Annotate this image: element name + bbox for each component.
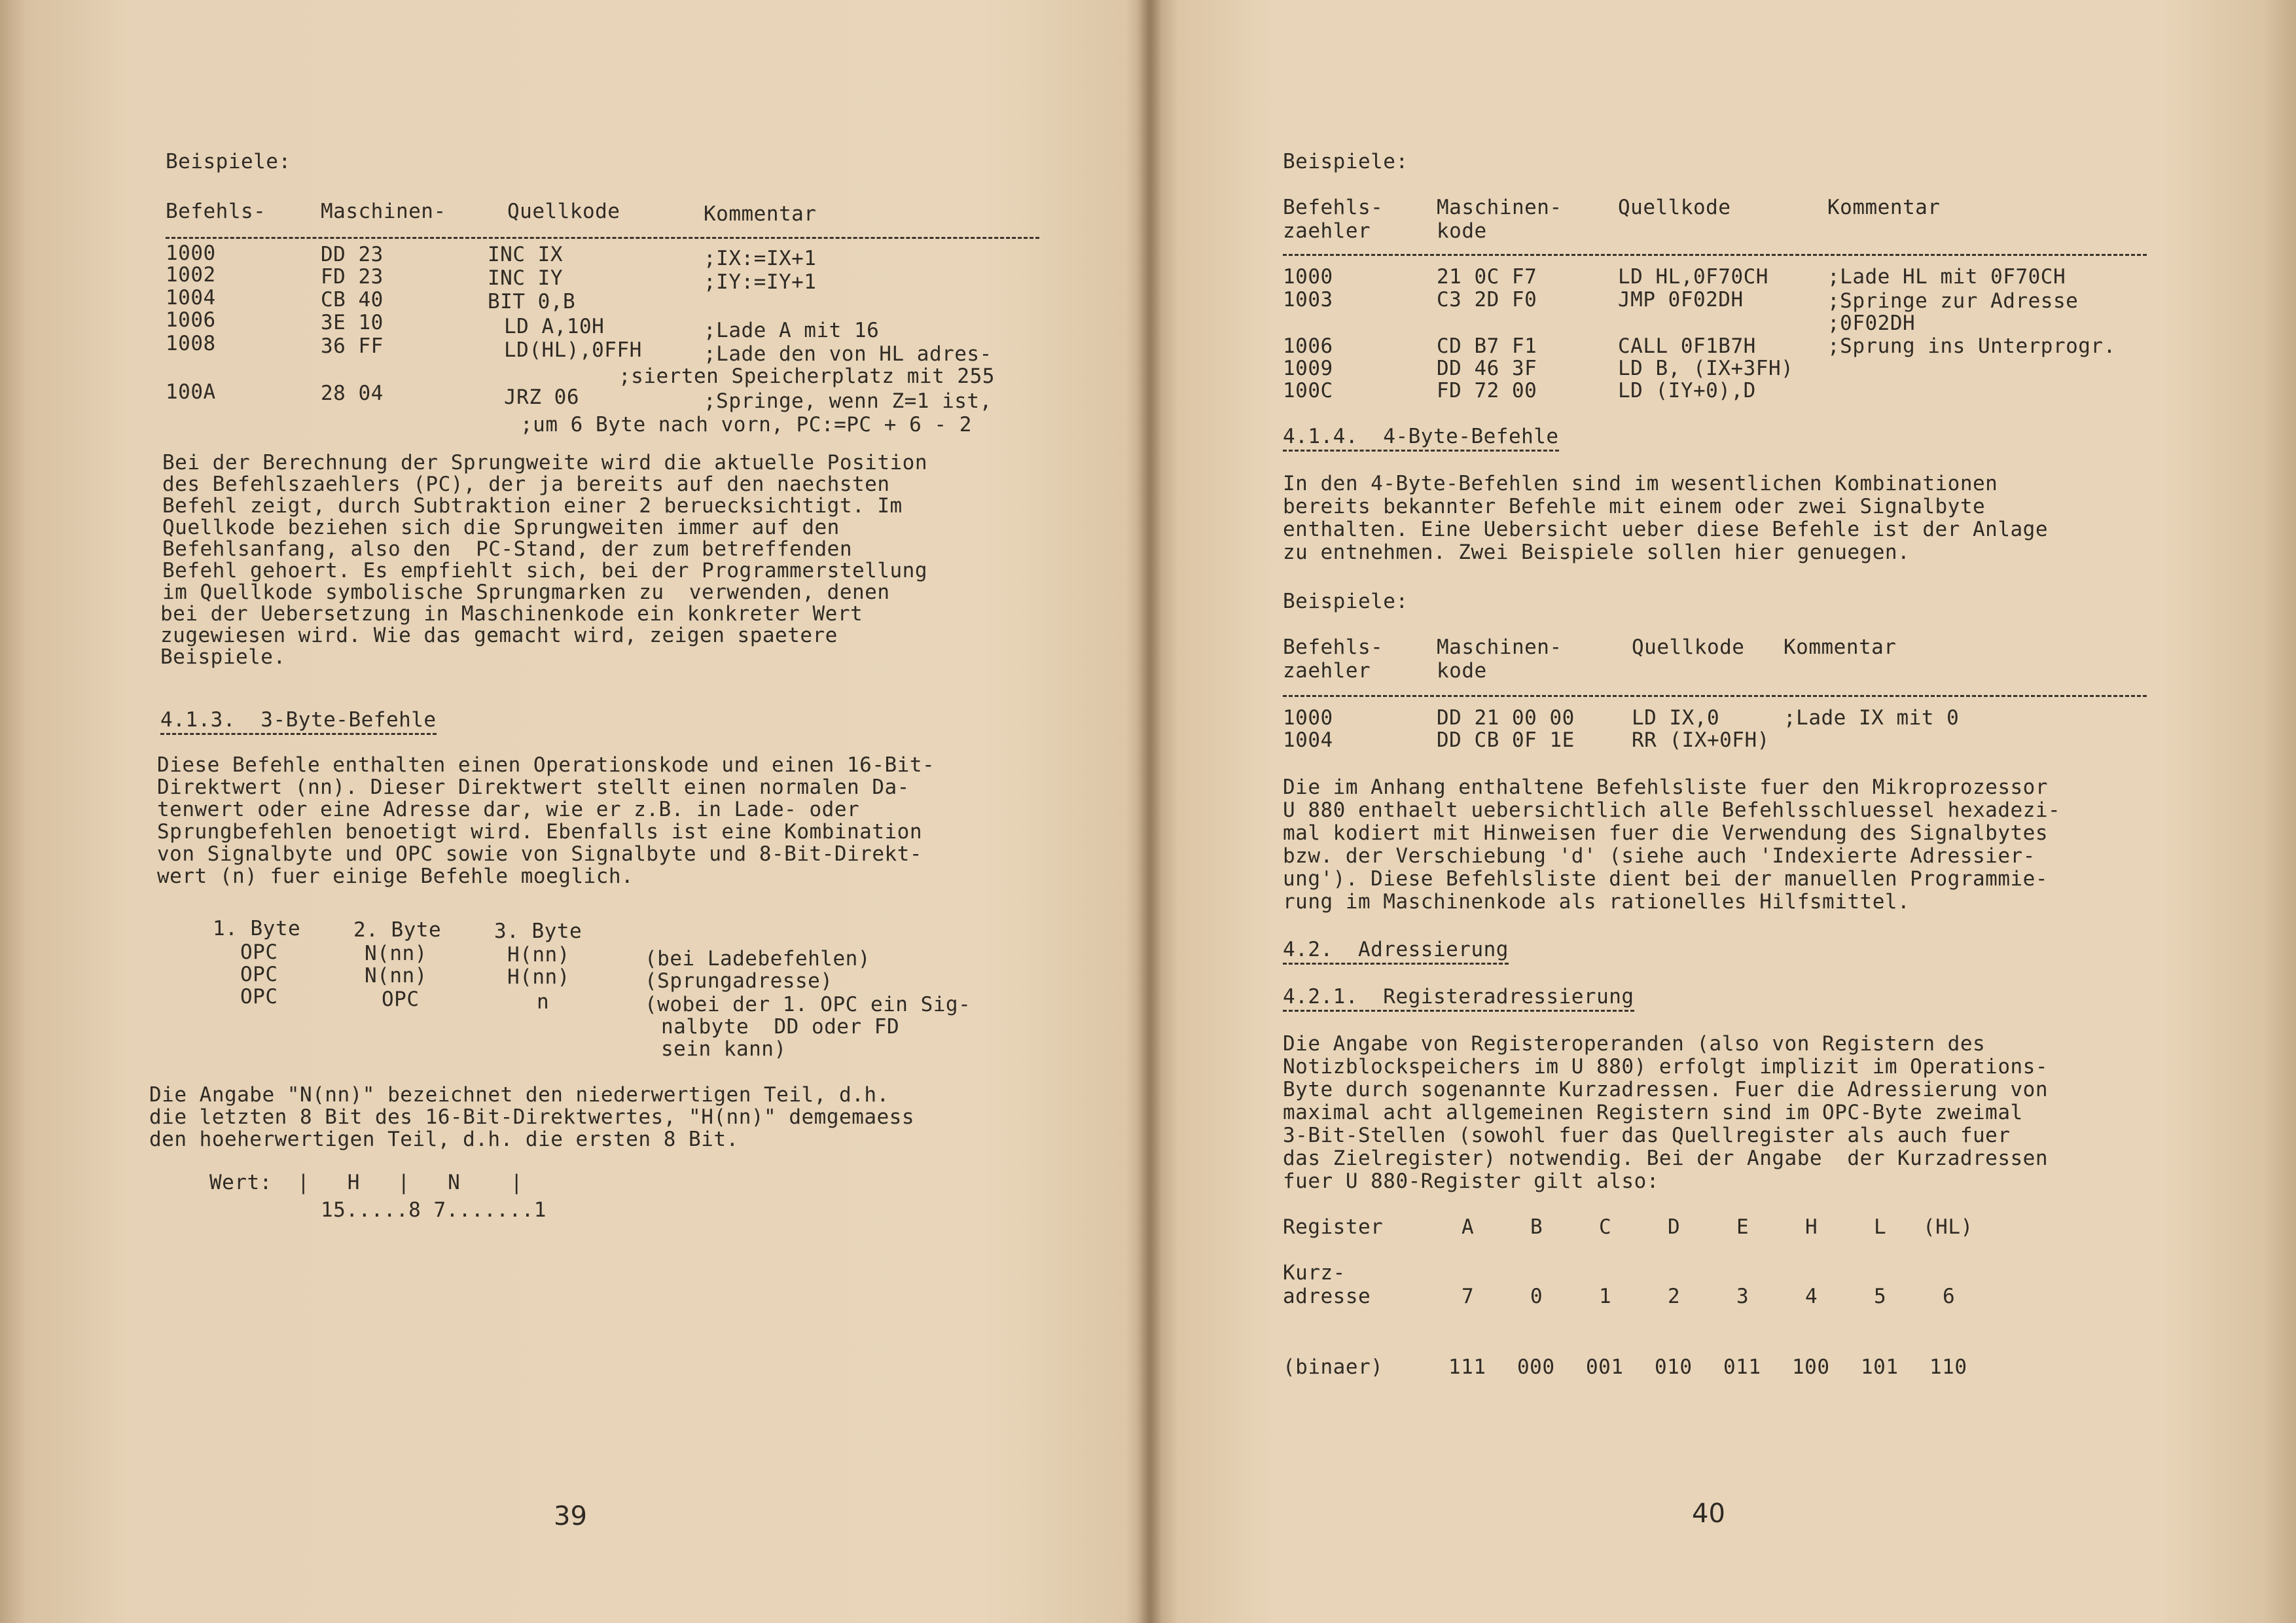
kurz-cell: 7 [1462,1285,1475,1308]
kurz-cell: 0 [1530,1285,1543,1308]
byte-table-cell: OPC [240,940,278,964]
table-rule [1283,254,2147,256]
table-cell: 3E 10 [321,311,384,334]
table-cell: CD B7 F1 [1437,334,1537,358]
byte-table-cell: (bei Ladebefehlen) [645,947,870,971]
paragraph-line: bzw. der Verschiebung 'd' (siehe auch 'Indexierte Adressier- [1283,844,2036,868]
paragraph-line: In den 4-Byte-Befehlen sind im wesentlichen Kombinationen [1283,472,1998,495]
table-cell: ;Springe zur Adresse [1827,289,2079,313]
binaer-cell: 010 [1655,1355,1693,1379]
table-cell: LD(HL),0FFH [504,338,642,362]
table-cell: C3 2D F0 [1437,288,1537,312]
paragraph-line: den hoeherwertigen Teil, d.h. die ersten 8 Bit. [149,1128,739,1151]
byte-table-cell: OPC [240,963,278,986]
byte-table-cell: (wobei der 1. OPC ein Sig- [645,993,971,1016]
table-header: kode [1437,219,1487,243]
table-cell: DD 23 [321,243,384,266]
table-cell: ;IY:=IY+1 [704,270,817,294]
byte-table-cell: N(nn) [365,942,427,965]
paragraph-line: ung'). Diese Befehlsliste dient bei der manuellen Programmie- [1283,867,2048,891]
register-cell: A [1462,1215,1475,1239]
paragraph-line: im Quellkode symbolische Sprungmarken zu verwenden, denen [162,580,890,604]
byte-table-note: sein kann) [661,1037,787,1061]
paragraph-line: des Befehlszaehlers (PC), der ja bereits auf den naechsten [162,473,890,496]
binaer-cell: 001 [1586,1355,1624,1379]
kurz-cell: 2 [1668,1285,1681,1308]
wert-diagram: Wert: | H | N | [209,1171,524,1194]
paragraph-line: Befehl gehoert. Es empfiehlt sich, bei der Programmerstellung [162,559,927,582]
table-header: Befehls- [1283,196,1384,219]
byte-table-cell: N(nn) [365,964,427,988]
paragraph-line: 3-Bit-Stellen (sowohl fuer das Quellregister als auch fuer [1283,1124,2011,1147]
section-heading [1283,427,1559,447]
paragraph-line: fuer U 880-Register gilt also: [1283,1169,1659,1193]
register-cell: L [1874,1215,1887,1239]
table-header: Quellkode [1632,635,1745,659]
table-cell: JMP 0F02DH [1618,288,1744,312]
table-cell: ;um 6 Byte nach vorn, PC:=PC + 6 - 2 [520,413,972,437]
page-number: 40 [1692,1499,1725,1529]
paragraph-line: Quellkode beziehen sich die Sprungweiten immer auf den [162,516,840,539]
paragraph-line: enthalten. Eine Uebersicht ueber diese Befehle ist der Anlage [1283,518,2048,541]
register-label: Register [1283,1215,1384,1239]
section-heading-text: 4.2.1. Registeradressierung [1283,985,1634,1012]
table-cell: LD HL,0F70CH [1618,265,1768,289]
register-label: Kurz- [1283,1261,1346,1285]
table-cell: JRZ 06 [504,385,579,409]
table-cell: FD 23 [321,265,384,289]
table-header: Kommentar [704,202,817,226]
paragraph-line: bereits bekannter Befehle mit einem oder zwei Signalbyte [1283,495,1986,518]
table-cell: CB 40 [321,288,384,312]
table-cell: 100C [1283,379,1333,402]
table-rule [166,237,1039,239]
table-cell: 1003 [1283,288,1333,312]
table-cell: 1000 [1283,265,1333,289]
paragraph-line: die letzten 8 Bit des 16-Bit-Direktwertes, "H(nn)" demgemaess [149,1105,914,1129]
table-header: Kommentar [1784,635,1897,659]
table-cell: ;0F02DH [1827,312,1916,335]
byte-table-header: 2. Byte [353,918,442,942]
table-cell: INC IY [488,266,563,290]
kurz-cell: 6 [1943,1285,1956,1308]
paragraph-line: wert (n) fuer einige Befehle moeglich. [157,865,634,888]
table-cell: CALL 0F1B7H [1618,334,1756,358]
table-cell: LD A,10H [504,315,605,338]
table-cell: ;Lade den von HL adres- [704,342,992,366]
byte-table-cell: n [537,990,550,1014]
paragraph-line: bei der Uebersetzung in Maschinenkode ein konkreter Wert [160,602,863,626]
table-cell: LD (IY+0),D [1618,379,1756,402]
paragraph-line: Die Angabe "N(nn)" bezeichnet den niederwertigen Teil, d.h. [149,1083,889,1107]
wert-bits: 15.....8 7.......1 [321,1198,547,1222]
register-cell: (HL) [1923,1215,1973,1239]
table-cell: ;Lade A mit 16 [704,319,880,342]
table-cell: ;Lade IX mit 0 [1784,706,1960,730]
table-cell: 1009 [1283,357,1333,380]
table-cell: ;IX:=IX+1 [704,247,817,270]
paragraph-line: zugewiesen wird. Wie das gemacht wird, zeigen spaetere [160,624,838,647]
right-page [1149,0,2296,1623]
binaer-cell: 000 [1517,1355,1555,1379]
table-header: Quellkode [1618,196,1731,219]
table-cell: DD 46 3F [1437,357,1537,380]
paragraph-line: Byte durch sogenannte Kurzadressen. Fuer die Adressierung von [1283,1078,2048,1101]
table-cell: 21 0C F7 [1437,265,1537,289]
byte-table-cell: H(nn) [507,943,570,967]
table-cell: FD 72 00 [1437,379,1537,402]
paragraph-line: Bei der Berechnung der Sprungweite wird die aktuelle Position [162,451,927,474]
table-header: Befehls- [1283,635,1384,659]
table-cell: 1000 [166,241,216,265]
paragraph-line: zu entnehmen. Zwei Beispiele sollen hier genuegen. [1283,541,1910,564]
table-header: zaehler [1283,659,1371,683]
paragraph-line: Notizblockspeichers im U 880) erfolgt implizit im Operations- [1283,1055,2048,1079]
table-header: Quellkode [507,200,620,223]
paragraph-line: Befehlsanfang, also den PC-Stand, der zum betreffenden [162,537,852,561]
section-heading-text: 4.2. Adressierung [1283,938,1509,965]
section-heading [1283,940,1509,960]
kurz-cell: 3 [1736,1285,1749,1308]
byte-table-cell: OPC [240,985,278,1008]
binaer-cell: 101 [1861,1355,1899,1379]
table-cell: RR (IX+0FH) [1632,728,1770,752]
byte-table-header: 1. Byte [213,917,301,940]
table-header: zaehler [1283,219,1371,243]
table-cell: ;Springe, wenn Z=1 ist, [704,389,992,413]
section-heading-text: 4.1.4. 4-Byte-Befehle [1283,425,1559,452]
table-cell: 100A [166,380,216,404]
table-cell: LD B, (IX+3FH) [1618,357,1794,380]
binaer-cell: 011 [1723,1355,1761,1379]
examples-heading: Beispiele: [166,150,291,173]
table-cell: 1002 [166,263,216,287]
examples-heading: Beispiele: [1283,150,1408,173]
table-header: Maschinen- [1437,196,1562,219]
paragraph-line: rung im Maschinenkode als rationelles Hilfsmittel. [1283,890,1910,914]
binaer-cell: 111 [1448,1355,1486,1379]
table-cell: 1006 [166,308,216,332]
byte-table-header: 3. Byte [494,919,583,943]
paragraph-line: Befehl zeigt, durch Subtraktion einer 2 beruecksichtigt. Im [162,494,903,518]
kurz-cell: 4 [1805,1285,1818,1308]
kurz-cell: 1 [1599,1285,1612,1308]
register-cell: E [1736,1215,1749,1239]
register-cell: B [1530,1215,1543,1239]
table-cell: LD IX,0 [1632,706,1720,730]
table-cell: DD CB 0F 1E [1437,728,1575,752]
paragraph-line: Beispiele. [160,645,286,669]
table-cell: DD 21 00 00 [1437,706,1575,730]
binaer-cell: 110 [1929,1355,1967,1379]
page-number: 39 [554,1501,587,1531]
table-cell: ;sierten Speicherplatz mit 255 [619,365,995,388]
paragraph-line: von Signalbyte und OPC sowie von Signalbyte und 8-Bit-Direkt- [157,842,922,866]
table-header: Kommentar [1827,196,1941,219]
table-cell: 28 04 [321,382,384,405]
table-header: Maschinen- [321,200,446,223]
register-cell: D [1668,1215,1681,1239]
table-cell: 1000 [1283,706,1333,730]
table-cell: 1004 [1283,728,1333,752]
table-cell: 1008 [166,332,216,355]
byte-table-cell: OPC [382,988,420,1011]
paragraph-line: tenwert oder eine Adresse dar, wie er z.B. in Lade- oder [157,798,860,821]
table-header: Maschinen- [1437,635,1562,659]
byte-table-note: nalbyte DD oder FD [661,1015,900,1039]
paragraph-line: mal kodiert mit Hinweisen fuer die Verwendung des Signalbytes [1283,821,2048,845]
paragraph-line: Diese Befehle enthalten einen Operationskode und einen 16-Bit- [157,753,935,777]
byte-table-cell: H(nn) [507,965,570,989]
paragraph-line: Die Angabe von Registeroperanden (also von Registern des [1283,1032,1986,1056]
register-cell: C [1599,1215,1612,1239]
binaer-cell: 100 [1792,1355,1830,1379]
table-header: kode [1437,659,1487,683]
section-heading [160,710,437,730]
register-label: (binaer) [1283,1355,1384,1379]
table-cell: ;Lade HL mit 0F70CH [1827,265,2066,289]
paragraph-line: maximal acht allgemeinen Registern sind im OPC-Byte zweimal [1283,1101,2023,1124]
paragraph-line: Direktwert (nn). Dieser Direktwert stellt einen normalen Da- [157,776,910,799]
paragraph-line: Sprungbefehlen benoetigt wird. Ebenfalls ist eine Kombination [157,820,922,844]
paragraph-line: U 880 enthaelt uebersichtlich alle Befehlsschluessel hexadezi- [1283,798,2061,822]
section-heading-text: 4.1.3. 3-Byte-Befehle [160,708,437,735]
table-cell: 36 FF [321,334,384,358]
table-cell: 1004 [166,286,216,310]
register-label: adresse [1283,1285,1371,1308]
paragraph-line: Die im Anhang enthaltene Befehlsliste fuer den Mikroprozessor [1283,776,2048,799]
section-heading [1283,987,1634,1007]
byte-table-cell: (Sprungadresse) [645,969,833,993]
table-cell: INC IX [488,243,563,266]
table-cell: ;Sprung ins Unterprogr. [1827,334,2116,358]
table-cell: 1006 [1283,334,1333,358]
table-cell: BIT 0,B [488,290,576,313]
kurz-cell: 5 [1874,1285,1887,1308]
table-header: Befehls- [166,200,266,223]
examples-heading: Beispiele: [1283,590,1408,613]
register-cell: H [1805,1215,1818,1239]
table-rule [1283,695,2147,697]
paragraph-line: das Zielregister) notwendig. Bei der Angabe der Kurzadressen [1283,1147,2048,1170]
